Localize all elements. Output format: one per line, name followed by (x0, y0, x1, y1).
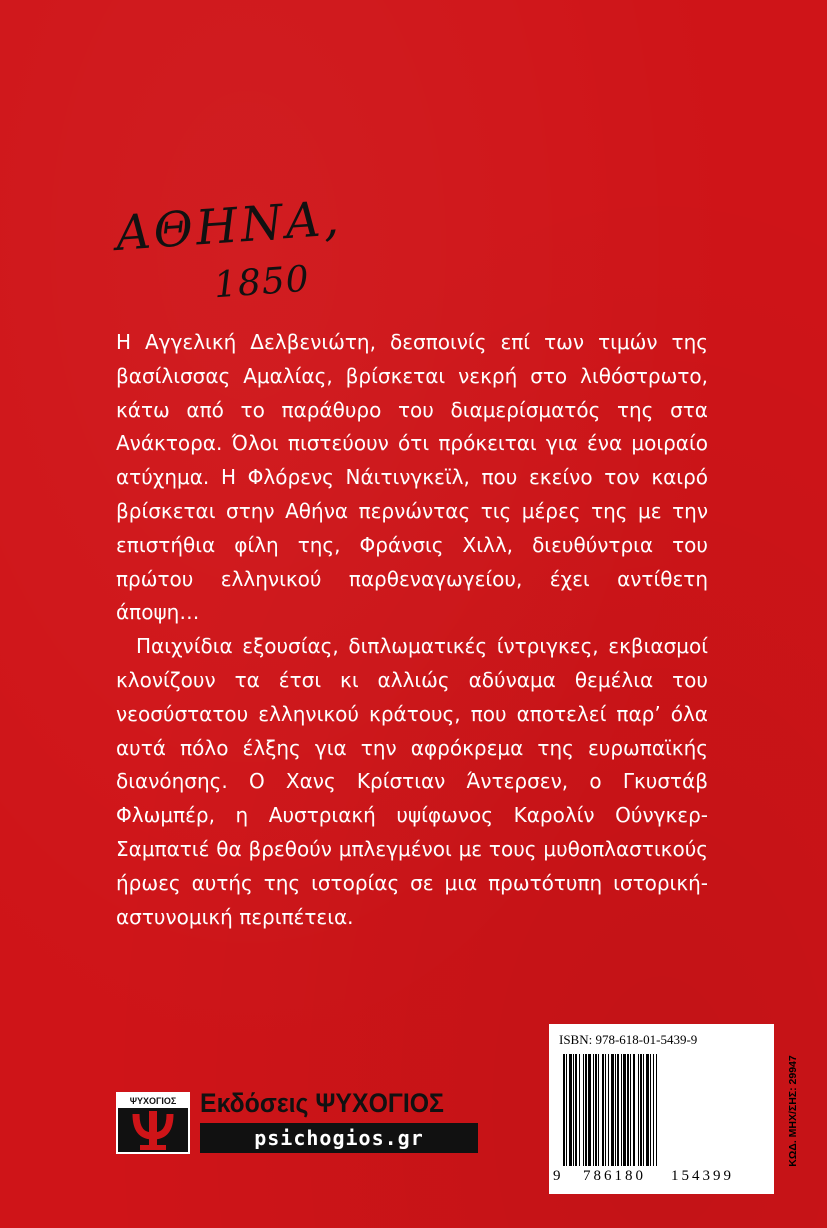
publisher-logo-text: ΨΥΧΟΓΙΟΣ (118, 1094, 188, 1108)
internal-code (786, 1030, 800, 1192)
psi-icon (118, 1108, 188, 1152)
barcode-digits (549, 1168, 774, 1188)
isbn-text: ISBN: 978-618-01-5439-9 (559, 1032, 698, 1047)
heading-year: 1850 (212, 258, 311, 307)
barcode-digits-right: 154399 (671, 1168, 734, 1184)
barcode-bar (657, 1054, 660, 1166)
internal-code-text: ΚΩΔ. ΜΗΧ/ΣΗΣ: 29947 (787, 1055, 799, 1167)
blurb-paragraph-2: Παιχνίδια εξουσίας, διπλωματικές ίντριγκες, εκβιασμοί κλονίζουν τα έτσι κι αλλιώς αδύναμα θεμέλια του νεοσύστατου ελληνικού κράτους, που αποτελεί παρ’ όλα αυτά πόλο έλξης για την αφρόκρεμα της ευρωπαϊκής διανόησης. Ο Χανς Κρίστιαν Άντερσεν, ο Γκυστάβ Φλωμπέρ, η Αυστριακή υψίφωνος Καρολίν Ούνγκερ-Σαμπατιέ θα βρεθούν μπλεγμένοι με τους μυθοπλαστικούς ήρωες αυτής της ιστορίας σε μια πρωτότυπη ιστορική-αστυνομική περιπέτεια. (116, 634, 708, 929)
publisher-logo (116, 1092, 190, 1154)
blurb (116, 326, 708, 934)
heading-city: ΑΘΗΝΑ, (114, 190, 344, 262)
publisher-name: Εκδόσεις ΨΥΧΟΓΙΟΣ (200, 1088, 444, 1118)
barcode-box (549, 1024, 774, 1194)
blurb-paragraph-1: Η Αγγελική Δελβενιώτη, δεσποινίς επί των τιμών της βασίλισσας Αμαλίας, βρίσκεται νεκρή στο λιθόστρωτο, κάτω από το παράθυρο του διαμερίσματός της στα Ανάκτορα. Όλοι πιστεύουν ότι πρόκειται για ένα μοιραίο ατύχημα. Η Φλόρενς Νάιτινγκεϊλ, που εκείνο τον καιρό βρίσκεται στην Αθήνα περνώντας τις μέρες της με την επιστήθια φίλη της, Φράνσις Χιλλ, διευθύντρια του πρώτου ελληνικού παρθεναγωγείου, έχει αντίθετη άποψη… (116, 330, 708, 625)
barcode-bars (563, 1054, 753, 1166)
barcode-digit-lead: 9 (553, 1168, 561, 1184)
barcode-digits-left: 786180 (583, 1168, 646, 1184)
publisher-url[interactable]: psichogios.gr (200, 1123, 478, 1153)
